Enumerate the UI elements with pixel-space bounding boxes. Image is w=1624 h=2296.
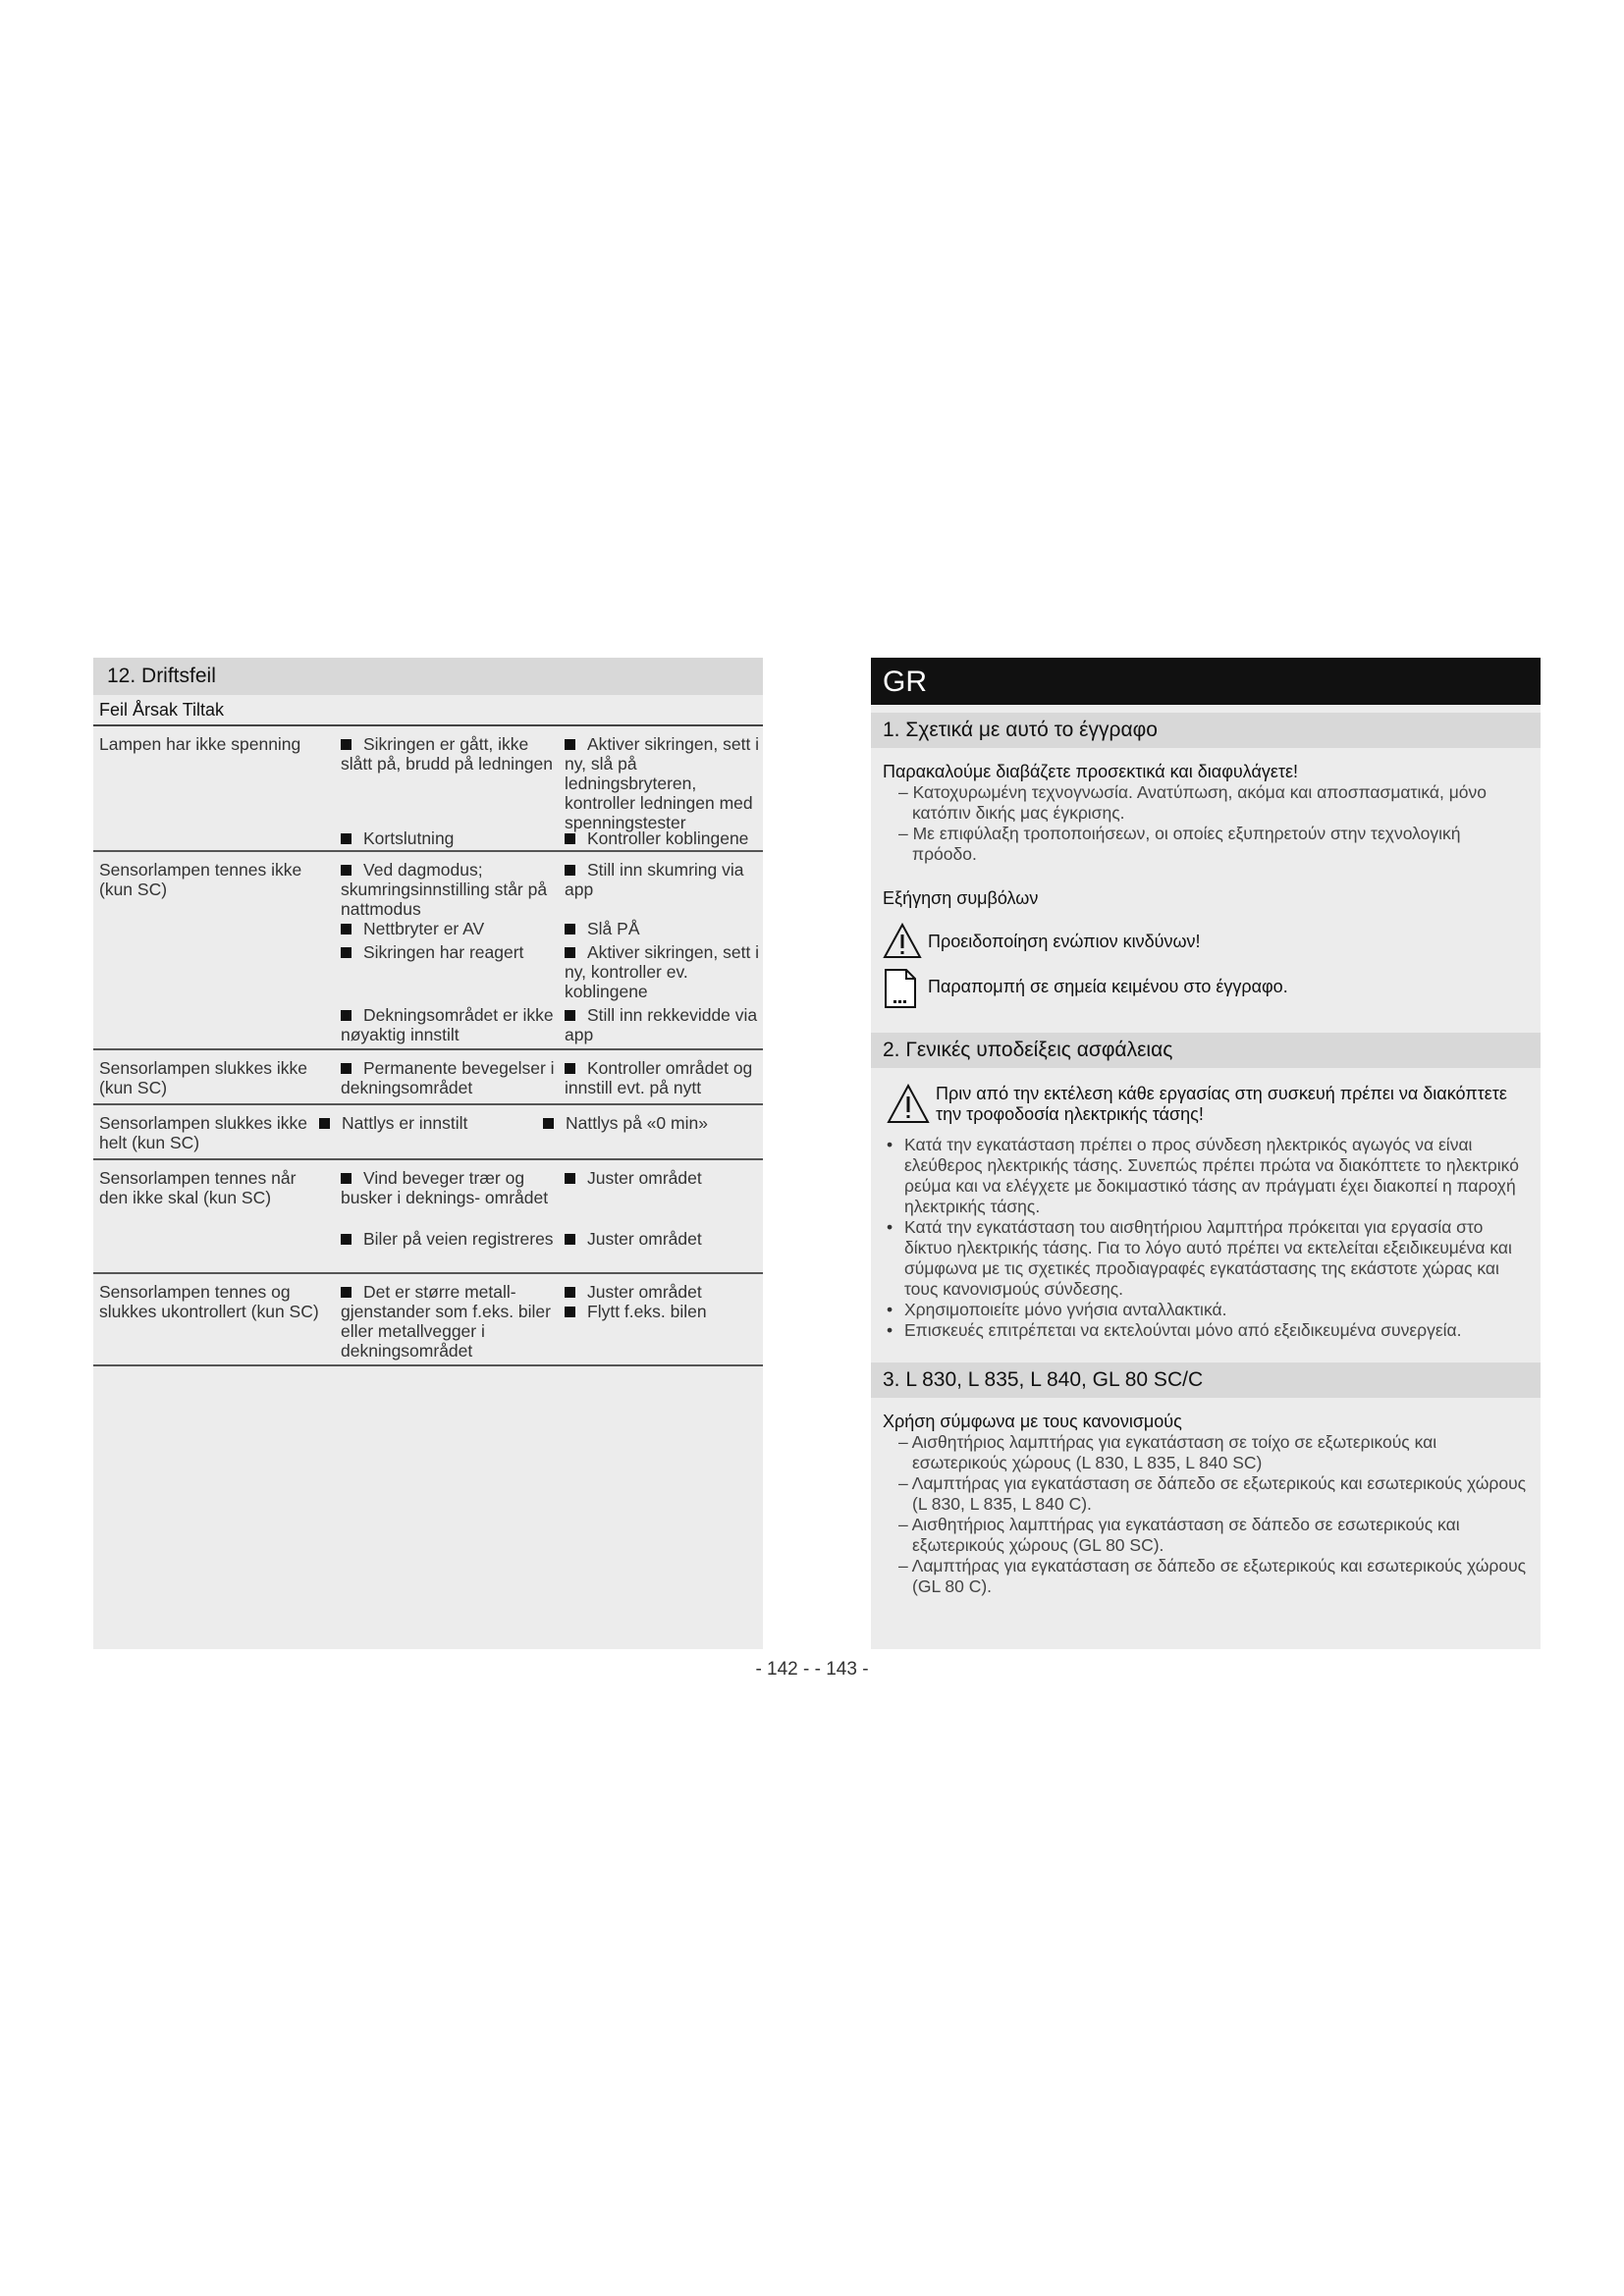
fix-text: Aktiver sikringen, sett i ny, kontroller ev. koblingene [565,942,760,1001]
page-143 [871,658,1541,1649]
bullet-square-icon [341,1173,352,1184]
bullet-square-icon [565,865,575,876]
bullet-square-icon [341,1287,352,1298]
list-item: • Επισκευές επιτρέπεται να εκτελούνται μόνο από εξειδικευμένα συνεργεία. [883,1320,1529,1341]
bullet-square-icon [341,833,352,844]
bullet-square-icon [341,865,352,876]
cause-text: Dekningsområdet er ikke nøyaktig innstilt [341,1005,554,1044]
bullet-square-icon [565,1307,575,1317]
section-title-document: 1. Σχετικά με αυτό το έγγραφο [871,713,1541,748]
list-item: – Αισθητήριος λαμπτήρας για εγκατάσταση σε δάπεδο σε εσωτερικούς και εξωτερικούς χώρους (GL 80 SC). [898,1515,1460,1555]
fix-text: Nattlys på «0 min» [543,1113,744,1133]
fix-text: Kontroller området og innstill evt. på nytt [565,1058,753,1097]
list-item: • Χρησιμοποιείτε μόνο γνήσια ανταλλακτικά. [883,1300,1529,1320]
safety-warning [883,1084,1529,1131]
table-row [93,1105,763,1160]
cause-text: Ved dagmodus; skumringsinnstilling står på nattmodus [341,860,548,919]
cause-text: Vind beveger trær og busker i deknings- området [341,1168,549,1207]
page-142 [93,658,763,1649]
bullet-square-icon [341,924,352,934]
fault-text: Sensorlampen tennes når den ikke skal (kun SC) [99,1168,297,1207]
list-item: • Κατά την εγκατάσταση του αισθητήριου λαμπτήρα πρόκειται για εργασία στο δίκτυο ηλεκτρικής τάσης. Για το λόγο αυτό πρέπει να εκτελείται εξειδικευμένα και σύμφωνα με τις σχετικές προδιαγραφές εγκατάστασης της εκάστοτε χώρας και τους κανονισμούς σύνδεσης. [883,1217,1529,1300]
list-item: • Κατά την εγκατάσταση πρέπει ο προς σύνδεση ηλεκτρικός αγωγός να είναι ελεύθερος ηλεκτρικής τάσης. Συνεπώς πρέπει πρώτα να διακόπτετε το ηλεκτρικό ρεύμα και να ελέγχετε με δοκιμαστικό τάσης αν πράγματι έχει διακοπεί η παροχή ηλεκτρικής τάσης. [883,1135,1529,1217]
bullet-square-icon [341,739,352,750]
fix-text: Still inn rekkevidde via app [565,1005,758,1044]
list-item: – Αισθητήριος λαμπτήρας για εγκατάσταση σε τοίχο σε εξωτερικούς και εσωτερικούς χώρους (L 830, L 835, L 840 SC) [898,1432,1437,1472]
fault-text: Sensorlampen tennes ikke (kun SC) [99,860,302,899]
page-numbers: - 142 - - 143 - [755,1659,869,1680]
symbol-warning-row [883,919,1529,964]
fix-text: Still inn skumring via app [565,860,744,899]
fault-text: Sensorlampen tennes og slukkes ukontrollert (kun SC) [99,1282,319,1321]
fix-text: Flytt f.eks. bilen [565,1302,766,1321]
table-row [93,1160,763,1274]
cause-text: Sikringen er gått, ikke slått på, brudd på ledningen [341,734,553,774]
fault-text: Sensorlampen slukkes ikke (kun SC) [99,1058,308,1097]
list-item: – Λαμπτήρας για εγκατάσταση σε δάπεδο σε εξωτερικούς και εσωτερικούς χώρους (L 830, L 835, L 840 C). [898,1473,1527,1514]
bullet-square-icon [341,1010,352,1021]
bullet-square-icon [565,739,575,750]
fix-text: Slå PÅ [565,919,766,938]
section-models-body [871,1412,1541,1597]
cause-text: Biler på veien registreres [341,1229,557,1249]
bullet-square-icon [565,833,575,844]
bullet-square-icon [319,1118,330,1129]
intended-use-heading: Χρήση σύμφωνα με τους κανονισμούς [883,1412,1182,1431]
bullet-square-icon [565,947,575,958]
table-header: Feil Årsak Tiltak [93,695,763,726]
bullet-square-icon [341,1063,352,1074]
symbol-warning-text: Προειδοποίηση ενώπιον κινδύνων! [928,932,1201,951]
table-row [93,1274,763,1366]
list-item: – Κατοχυρωμένη τεχνογνωσία. Ανατύπωση, ακόμα και αποσπασματικά, μόνο κατόπιν δικής μας έγκρισης. [898,782,1488,823]
fix-text: Juster området [565,1168,766,1188]
symbols-heading: Εξήγηση συμβόλων [883,888,1039,908]
bullet-square-icon [565,1234,575,1245]
document-notice: Παρακαλούμε διαβάζετε προσεκτικά και διαφυλάγετε! [883,762,1299,781]
fix-text: Juster området [565,1282,766,1302]
section-title-driftsfeil: 12. Driftsfeil [93,658,763,695]
section-document-body [871,762,1541,1009]
cause-text: Nattlys er innstilt [319,1113,535,1133]
fix-text: Kontroller koblingene [565,828,766,848]
table-row [93,1050,763,1105]
bullet-square-icon [543,1118,554,1129]
warning-triangle-icon [887,1084,930,1125]
cause-text: Det er større metall- gjenstander som f.eks. biler eller metallvegger i dekningsområdet [341,1282,551,1361]
symbol-reference-row [883,964,1529,1009]
bullet-square-icon [341,947,352,958]
table-row [93,852,763,1050]
list-item: – Λαμπτήρας για εγκατάσταση σε δάπεδο σε εξωτερικούς και εσωτερικούς χώρους (GL 80 C). [898,1556,1527,1596]
language-code-header: GR [871,658,1541,705]
fix-text: Aktiver sikringen, sett i ny, slå på ledningsbryteren, kontroller ledningen med spenningstester [565,734,760,832]
fault-text: Sensorlampen slukkes ikke helt (kun SC) [99,1113,308,1152]
bullet-square-icon [565,1063,575,1074]
safety-warning-text: Πριν από την εκτέλεση κάθε εργασίας στη συσκευή πρέπει να διακόπτετε την τροφοδοσία ηλεκτρικής τάσης! [936,1084,1507,1124]
symbol-reference-text: Παραπομπή σε σημεία κειμένου στο έγγραφο. [928,977,1288,996]
table-row [93,726,763,852]
section-title-safety: 2. Γενικές υποδείξεις ασφάλειας [871,1033,1541,1068]
list-item: – Με επιφύλαξη τροποποιήσεων, οι οποίες εξυπηρετούν στην τεχνολογική πρόοδο. [898,824,1461,864]
bullet-square-icon [565,1173,575,1184]
warning-triangle-icon [883,923,922,960]
document-reference-icon [883,968,918,1009]
bullet-square-icon [341,1234,352,1245]
cause-text: Kortslutning [341,828,557,848]
fix-text: Juster området [565,1229,766,1249]
bullet-square-icon [565,1287,575,1298]
bullet-square-icon [565,924,575,934]
fault-text: Lampen har ikke spenning [99,734,301,754]
cause-text: Permanente bevegelser i dekningsområdet [341,1058,555,1097]
bullet-square-icon [565,1010,575,1021]
section-safety-body [871,1084,1541,1341]
cause-text: Sikringen har reagert [341,942,557,962]
cause-text: Nettbryter er AV [341,919,557,938]
section-title-models: 3. L 830, L 835, L 840, GL 80 SC/C [871,1362,1541,1398]
